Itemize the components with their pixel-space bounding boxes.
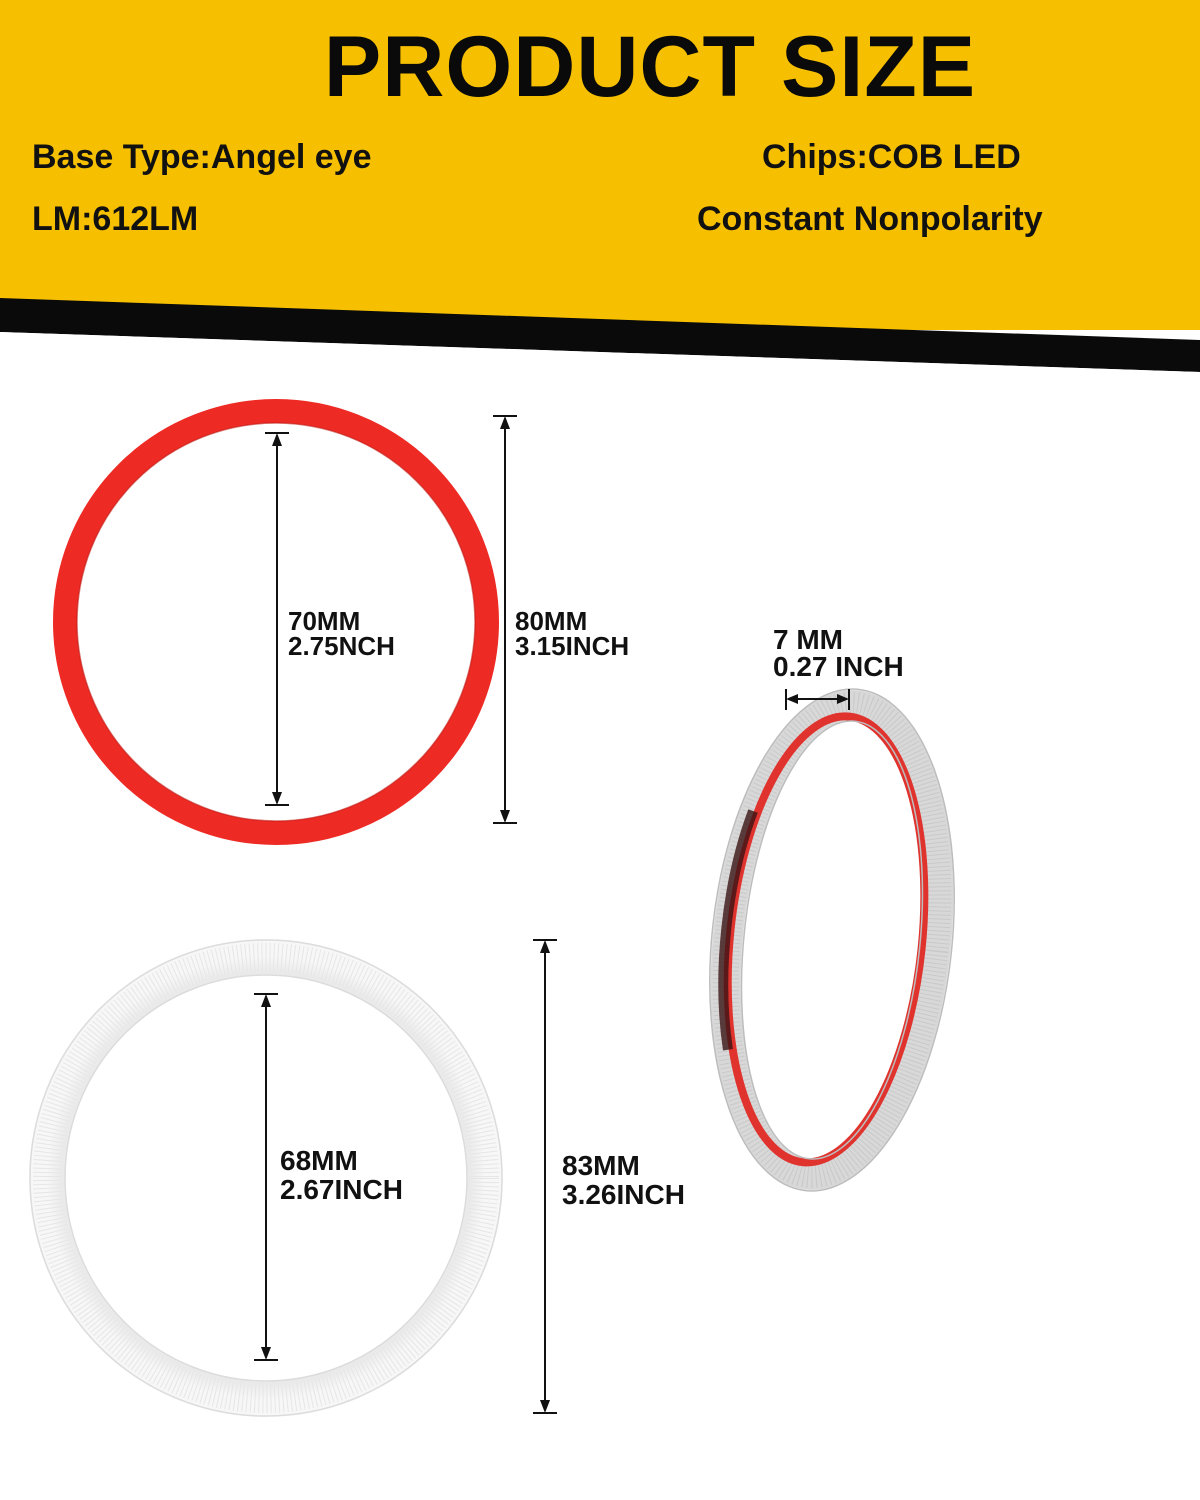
dimension-label-clear-outer: [562, 1151, 685, 1209]
clear-inner-arrow: [254, 994, 278, 1360]
side-view-ring: [686, 677, 977, 1203]
spec-lumens: LM:612LM: [32, 200, 199, 238]
dimension-inch: 2.75NCH: [288, 631, 395, 661]
dimension-label-width: [773, 626, 904, 680]
dimension-mm: 68MM: [280, 1145, 358, 1176]
red-inner-arrow: [265, 433, 289, 805]
spec-base-type: Base Type:Angel eye: [32, 138, 372, 176]
dimension-inch: 3.26INCH: [562, 1179, 685, 1210]
spec-chips: Chips:COB LED: [762, 138, 1021, 176]
page-title: PRODUCT SIZE: [323, 19, 977, 115]
dimension-inch: 3.15INCH: [515, 631, 630, 661]
dimension-label-red-outer: [515, 606, 630, 661]
dimension-label-clear-inner: [280, 1146, 403, 1204]
clear-outer-arrow: [533, 940, 557, 1413]
dimension-mm: 70MM: [288, 606, 361, 636]
dimension-label-red-inner: [288, 606, 395, 661]
spec-polarity: Constant Nonpolarity: [697, 200, 1043, 238]
dimension-inch: 0.27 INCH: [773, 651, 904, 682]
dimension-mm: 83MM: [562, 1150, 640, 1181]
dimension-inch: 2.67INCH: [280, 1174, 403, 1205]
dimension-mm: 7 MM: [773, 624, 843, 655]
dimension-mm: 80MM: [515, 606, 588, 636]
